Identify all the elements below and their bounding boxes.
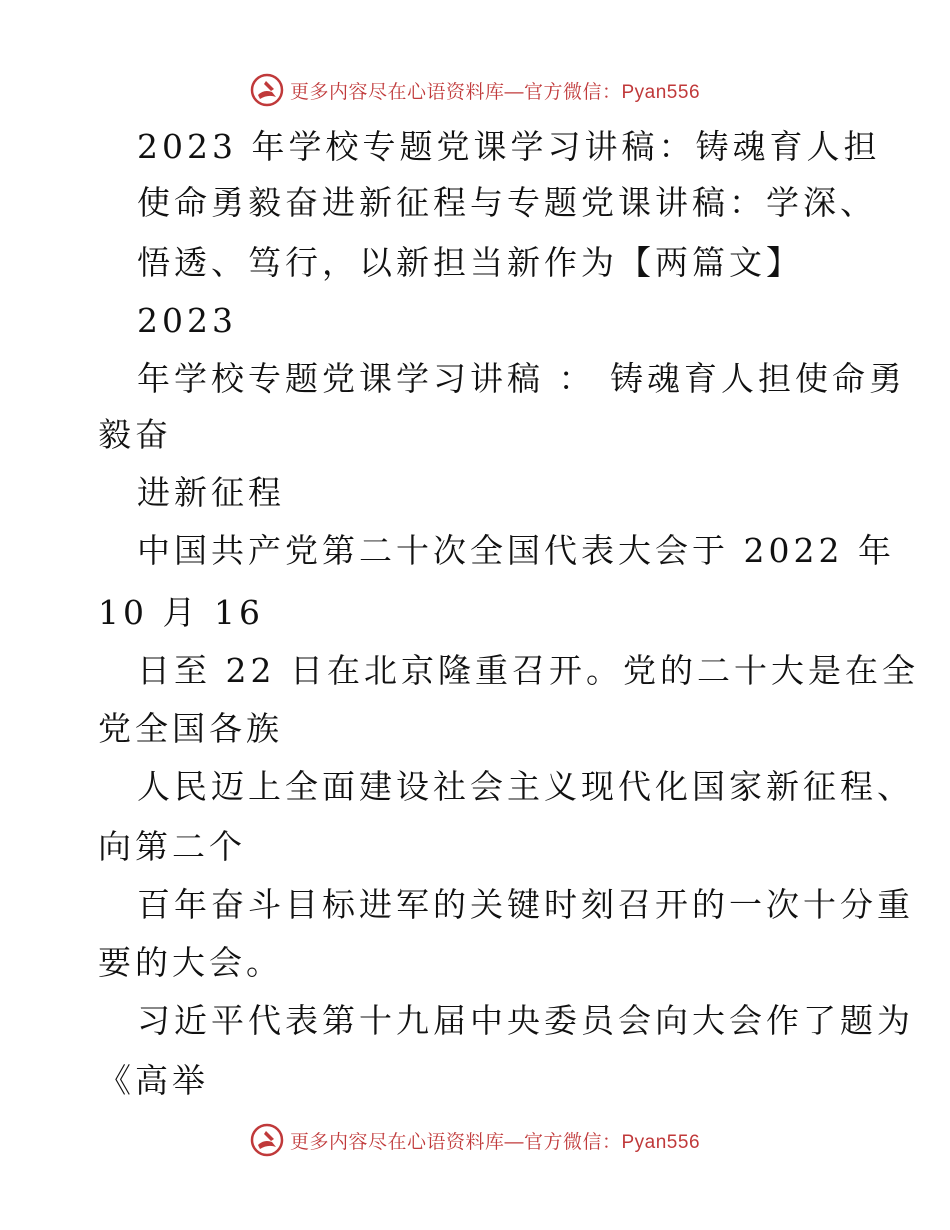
book-pen-logo-icon — [250, 1123, 284, 1157]
body-line: 年学校专题党课学习讲稿 ： 铸魂育人担使命勇 — [137, 359, 906, 398]
title-line-3: 悟透、笃行，以新担当新作为【两篇文】 — [137, 243, 803, 282]
body-line: 《高举 — [98, 1061, 209, 1100]
body-line: 中国共产党第二十次全国代表大会于 2022 年 — [137, 531, 895, 570]
body-line: 2023 — [137, 301, 237, 340]
body-line: 要的大会。 — [98, 943, 283, 982]
body-line: 向第二个 — [98, 827, 246, 866]
title-line-2: 使命勇毅奋进新征程与专题党课讲稿：学深、 — [137, 183, 877, 222]
watermark-text: 更多内容尽在心语资料库—官方微信：Pyan556 — [289, 81, 701, 103]
body-line: 毅奋 — [98, 415, 172, 454]
body-line: 人民迈上全面建设社会主义现代化国家新征程、 — [137, 767, 914, 806]
body-line: 习近平代表第十九届中央委员会向大会作了题为 — [137, 1001, 914, 1040]
body-line: 党全国各族 — [98, 709, 283, 748]
body-line: 进新征程 — [137, 473, 285, 512]
body-line: 日至 22 日在北京隆重召开。党的二十大是在全 — [137, 651, 919, 690]
watermark-banner-bottom — [0, 1120, 950, 1160]
title-line-1: 2023 年学校专题党课学习讲稿：铸魂育人担 — [137, 127, 881, 166]
body-line: 10 月 16 — [98, 593, 264, 632]
body-line: 百年奋斗目标进军的关键时刻召开的一次十分重 — [137, 885, 914, 924]
book-pen-logo-icon — [250, 73, 284, 107]
watermark-text: 更多内容尽在心语资料库—官方微信：Pyan556 — [289, 1131, 701, 1153]
watermark-banner-top — [0, 70, 950, 110]
